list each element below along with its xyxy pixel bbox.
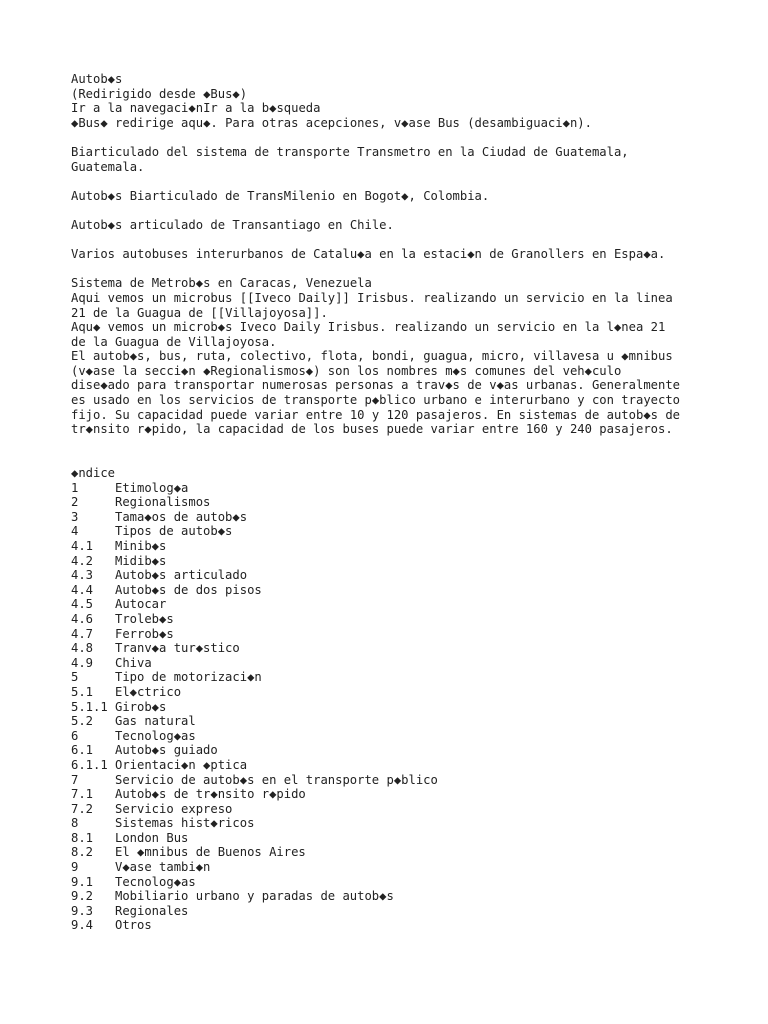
disambiguation-note: ◆Bus◆ redirige aqu◆. Para otras acepciones, v◆ase Bus (desambiguaci◆n). [71,115,592,130]
toc-item-label: Servicio de autob◆s en el transporte p◆blico [115,772,438,787]
body-line: tr◆nsito r◆pido, la capacidad de los buses puede variar entre 160 y 240 pasajeros. [71,422,673,437]
toc-item-label: Midib◆s [115,553,167,568]
toc-item-number: 8.1 [71,830,94,845]
toc-item[interactable] [71,656,761,671]
toc-item-number: 2 [71,495,79,510]
toc-item-number: 1 [71,480,79,495]
toc-item-number: 4 [71,524,79,539]
spacer [71,262,761,277]
toc-item[interactable] [71,816,761,831]
toc-item[interactable] [71,627,761,642]
toc-item-number: 4.1 [71,539,94,553]
spacer [71,437,761,452]
toc-item[interactable] [71,583,761,598]
toc-item[interactable] [71,904,761,919]
page-title: Autob◆s [71,72,123,86]
toc-item-number: 4.2 [71,553,94,568]
body-line: fijo. Su capacidad puede variar entre 10 y 120 pasajeros. En sistemas de autob◆s de [71,407,681,422]
toc-item-number: 9.3 [71,903,94,918]
toc-item[interactable] [71,875,761,890]
toc-item-label: Chiva [115,655,152,670]
toc-item[interactable] [71,758,761,773]
toc-item-number: 5 [71,670,79,685]
toc-item-label: Regionales [115,903,189,918]
toc-item-number: 4.3 [71,568,94,583]
toc-item-number: 9 [71,860,79,875]
body-line: El autob◆s, bus, ruta, colectivo, flota, bondi, guagua, micro, villavesa u ◆mnibus [71,349,673,364]
toc-item-number: 8.2 [71,845,94,860]
toc-item-label: Autob◆s de dos pisos [115,582,262,597]
toc-item-label: V◆ase tambi◆n [115,860,211,875]
toc-item-number: 6.1 [71,743,94,758]
toc-item[interactable] [71,787,761,802]
toc-item-label: Autocar [115,597,167,612]
spacer [71,130,761,145]
body-line: Aqui vemos un microbus [[Iveco Daily]] Irisbus. realizando un servicio en la linea [71,290,673,305]
toc-item[interactable] [71,860,761,875]
document-page [71,72,761,933]
body-line: Aqu◆ vemos un microb◆s Iveco Daily Irisbus. realizando un servicio en la l◆nea 21 [71,320,666,335]
table-of-contents [71,481,761,933]
toc-item-label: Servicio expreso [115,801,233,816]
toc-item-label: Autob◆s de tr◆nsito r◆pido [115,787,306,802]
toc-item-label: Tecnolog◆as [115,874,196,889]
toc-item[interactable] [71,802,761,817]
spacer [71,203,761,218]
toc-item[interactable] [71,773,761,788]
toc-item[interactable] [71,612,761,627]
toc-item-label: Girob◆s [115,699,167,714]
toc-item-number: 9.4 [71,918,94,933]
body-line: (v◆ase la secci◆n ◆Regionalismos◆) son los nombres m◆s comunes del veh◆culo [71,363,622,378]
toc-item-label: Tipo de motorizaci◆n [115,670,262,685]
toc-item-number: 5.2 [71,714,94,729]
body-line: de la Guagua de Villajoyosa. [71,334,277,349]
redirect-note: (Redirigido desde ◆Bus◆) [71,86,248,101]
toc-item-label: Autob◆s guiado [115,743,218,758]
toc-item[interactable] [71,554,761,569]
toc-item-label: Mobiliario urbano y paradas de autob◆s [115,889,394,904]
toc-item-number: 4.9 [71,655,94,670]
toc-item[interactable] [71,831,761,846]
spacer [71,174,761,189]
toc-item[interactable] [71,670,761,685]
toc-item[interactable] [71,685,761,700]
toc-item[interactable] [71,539,761,554]
toc-item-label: Tranv◆a tur◆stico [115,641,240,656]
toc-item-label: Tama◆os de autob◆s [115,509,248,524]
caption-transantiago: Autob◆s articulado de Transantiago en Chile. [71,217,394,232]
toc-item-label: London Bus [115,830,189,845]
toc-item[interactable] [71,481,761,496]
toc-item-label: Otros [115,918,152,933]
body-line: es usado en los servicios de transporte p◆blico urbano e interurbano y con trayecto [71,393,681,408]
toc-item-number: 4.7 [71,626,94,641]
toc-item-label: Regionalismos [115,495,211,510]
toc-item-number: 4.5 [71,597,94,612]
toc-item[interactable] [71,700,761,715]
toc-item[interactable] [71,918,761,933]
toc-item-number: 7.1 [71,787,94,802]
toc-item[interactable] [71,641,761,656]
toc-item-label: El◆ctrico [115,684,182,699]
toc-item[interactable] [71,743,761,758]
toc-heading: ◆ndice [71,466,116,481]
toc-item-label: Troleb◆s [115,611,174,626]
toc-item-number: 9.1 [71,874,94,889]
toc-item-number: 5.1 [71,684,94,699]
toc-item-number: 9.2 [71,889,94,904]
toc-item-label: Gas natural [115,714,196,729]
caption-transmetro: Biarticulado del sistema de transporte Transmetro en la Ciudad de Guatemala, [71,144,629,159]
toc-item-number: 6.1.1 [71,757,108,772]
toc-item-label: Etimolog◆a [115,480,189,495]
caption-transmilenio: Autob◆s Biarticulado de TransMilenio en Bogot◆, Colombia. [71,188,490,203]
toc-item-number: 8 [71,816,79,831]
toc-item-label: Tipos de autob◆s [115,524,233,539]
toc-item-label: Minib◆s [115,539,167,553]
toc-item-number: 3 [71,509,79,524]
toc-item-label: Tecnolog◆as [115,728,196,743]
toc-item[interactable] [71,729,761,744]
toc-item[interactable] [71,714,761,729]
navigation-links: Ir a la navegaci◆nIr a la b◆squeda [71,101,321,116]
body-line: 21 de la Guagua de [[Villajoyosa]]. [71,305,328,320]
toc-item[interactable] [71,568,761,583]
spacer [71,451,761,466]
toc-item-number: 4.8 [71,641,94,656]
toc-item-number: 5.1.1 [71,699,108,714]
toc-item-number: 4.4 [71,582,94,597]
toc-item[interactable] [71,845,761,860]
toc-item-number: 7.2 [71,801,94,816]
toc-item[interactable] [71,495,761,510]
toc-item-label: Autob◆s articulado [115,568,248,583]
caption-granollers: Varios autobuses interurbanos de Catalu◆a en la estaci◆n de Granollers en Espa◆a. [71,247,666,262]
caption-transmetro-cont: Guatemala. [71,159,145,174]
toc-item-number: 4.6 [71,611,94,626]
toc-item-label: Orientaci◆n ◆ptica [115,757,248,772]
toc-item[interactable] [71,889,761,904]
toc-item-label: Sistemas hist◆ricos [115,816,255,831]
toc-item[interactable] [71,597,761,612]
toc-item[interactable] [71,510,761,525]
toc-item-number: 7 [71,772,79,787]
spacer [71,233,761,248]
toc-item-label: Ferrob◆s [115,626,174,641]
body-line: dise◆ado para transportar numerosas personas a trav◆s de v◆as urbanas. Generalmente [71,378,681,393]
toc-item-label: El ◆mnibus de Buenos Aires [115,845,306,860]
toc-item-number: 6 [71,728,79,743]
toc-item[interactable] [71,524,761,539]
body-line: Sistema de Metrob◆s en Caracas, Venezuela [71,276,372,291]
